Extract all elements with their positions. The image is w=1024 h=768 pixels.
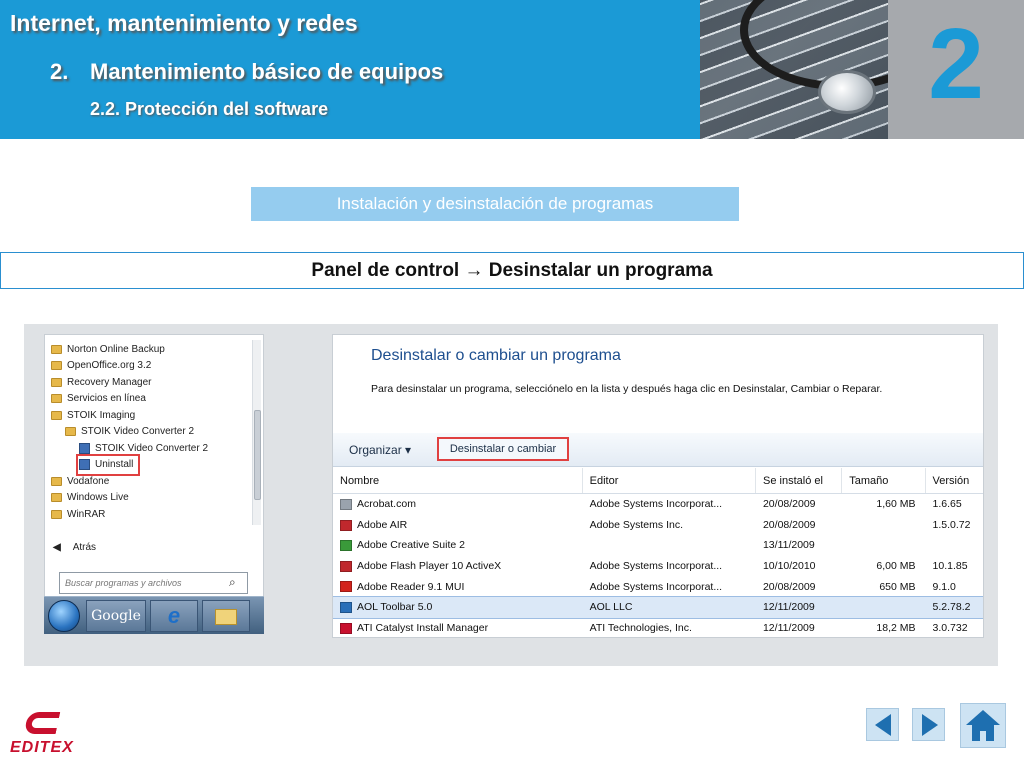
editex-logo — [10, 712, 80, 760]
folder-icon — [51, 510, 62, 519]
cell-editor: Adobe Systems Incorporat... — [589, 498, 723, 511]
column-version[interactable]: Versión — [926, 468, 985, 493]
cell-size: 1,60 MB — [876, 498, 916, 511]
program-name: Adobe Creative Suite 2 — [357, 539, 465, 552]
folder-icon — [51, 493, 62, 502]
start-menu-item[interactable] — [79, 457, 137, 473]
cell-version: 1.6.65 — [932, 498, 962, 511]
cell-name — [333, 539, 583, 551]
start-menu-item-label: STOIK Imaging — [67, 409, 136, 421]
cell-date: 12/11/2009 — [762, 601, 815, 614]
control-panel-path: Panel de control → Desinstalar un programa — [0, 252, 1024, 289]
previous-slide-button[interactable] — [866, 708, 899, 741]
cell-version: 5.2.78.2 — [932, 601, 971, 614]
start-menu-item-label: Windows Live — [67, 492, 129, 503]
start-menu-item-label: Uninstall — [95, 459, 134, 470]
programs-toolbar — [333, 433, 984, 467]
cell-name — [333, 601, 583, 613]
cell-date: 20/08/2009 — [762, 498, 816, 511]
table-body — [333, 494, 984, 638]
uninstall-icon — [79, 459, 90, 470]
start-menu-item-label: STOIK Video Converter 2 — [81, 426, 195, 437]
start-menu-item[interactable] — [51, 374, 151, 390]
folder-icon — [51, 394, 62, 403]
section-number: 2. — [50, 59, 69, 84]
program-icon — [340, 499, 352, 510]
start-menu-item-label: Norton Online Backup — [67, 343, 165, 355]
arrow-left-icon — [875, 714, 891, 736]
back-label: Atrás — [72, 542, 97, 553]
table-row[interactable] — [333, 515, 984, 536]
cell-version: 3.0.732 — [932, 621, 968, 634]
screenshot-area — [24, 324, 998, 666]
cell-size: 650 MB — [879, 580, 916, 593]
start-menu-item[interactable] — [51, 407, 135, 423]
programs-panel — [332, 334, 984, 638]
table-row[interactable] — [333, 576, 984, 597]
programs-panel-description: Para desinstalar un programa, selecciónelo en la lista y después haga clic en Desinstalar, Cambiar o Reparar. — [371, 383, 883, 395]
taskbar — [44, 596, 264, 634]
program-icon — [340, 561, 352, 572]
program-icon — [340, 623, 352, 634]
program-icon — [340, 602, 352, 613]
search-icon[interactable]: ⌕ — [229, 575, 236, 589]
cell-editor: Adobe Systems Inc. — [589, 518, 683, 531]
cell-date: 20/08/2009 — [762, 580, 816, 593]
start-menu — [44, 334, 264, 634]
start-menu-item[interactable] — [51, 490, 129, 506]
programs-panel-title: Desinstalar o cambiar un programa — [371, 347, 621, 364]
start-menu-item-label: Vodafone — [67, 475, 110, 487]
table-row[interactable] — [333, 597, 984, 618]
windows-start-orb-icon[interactable] — [48, 600, 80, 632]
program-icon — [340, 520, 352, 531]
folder-icon — [51, 411, 62, 420]
start-menu-item-label: Recovery Manager — [67, 376, 152, 388]
section-title — [50, 59, 443, 85]
stethoscope-bell — [818, 70, 876, 114]
table-row[interactable] — [333, 535, 984, 556]
start-search-input[interactable]: Buscar programas y archivos — [59, 572, 248, 594]
cell-date: 12/11/2009 — [762, 621, 815, 634]
column-size[interactable]: Tamaño — [842, 468, 925, 493]
start-menu-item[interactable] — [51, 473, 109, 489]
folder-icon — [51, 378, 62, 387]
cell-name — [333, 622, 583, 634]
start-menu-item-label: Servicios en línea — [67, 393, 146, 404]
folder-icon — [65, 427, 76, 436]
subsection-title: 2.2. Protección del software — [90, 99, 329, 119]
cell-version: 1.5.0.72 — [932, 518, 971, 531]
table-row[interactable] — [333, 618, 984, 638]
stethoscope-keyboard-image — [700, 0, 888, 139]
explorer-folder-icon[interactable] — [202, 600, 250, 632]
back-link[interactable] — [53, 542, 96, 553]
table-row[interactable] — [333, 494, 984, 515]
program-name: Adobe Flash Player 10 ActiveX — [357, 560, 502, 573]
start-menu-item-label: OpenOffice.org 3.2 — [67, 360, 152, 371]
program-name: Adobe Reader 9.1 MUI — [357, 580, 465, 593]
cell-date: 13/11/2009 — [762, 539, 815, 552]
start-menu-item[interactable] — [51, 391, 146, 407]
folder-icon — [51, 345, 62, 354]
program-name: Acrobat.com — [357, 498, 416, 511]
course-title: Internet, mantenimiento y redes — [10, 10, 358, 36]
cell-version: 10.1.85 — [932, 560, 968, 573]
program-icon — [340, 581, 352, 592]
cell-name — [333, 581, 583, 593]
chapter-number: 2 — [928, 8, 984, 120]
uninstall-change-button[interactable]: Desinstalar o cambiar — [437, 437, 569, 461]
cell-date: 10/10/2010 — [762, 560, 816, 573]
start-menu-item[interactable] — [51, 358, 151, 374]
organize-button[interactable]: Organizar ▾ — [349, 443, 412, 457]
program-icon — [340, 540, 352, 551]
column-installed[interactable]: Se instaló el — [756, 468, 842, 493]
cell-editor: ATI Technologies, Inc. — [589, 621, 692, 634]
editex-logo-text: EDITEX — [10, 739, 74, 756]
cell-editor: Adobe Systems Incorporat... — [589, 580, 723, 593]
chapter-number-box — [888, 0, 1024, 139]
start-menu-item[interactable] — [51, 506, 105, 522]
start-menu-item-label: WinRAR — [67, 508, 106, 520]
start-menu-item[interactable] — [79, 440, 208, 456]
cell-editor: Adobe Systems Incorporat... — [589, 560, 723, 573]
editex-logo-mark — [24, 712, 61, 734]
programs-table — [333, 468, 984, 638]
slide-subtitle: Instalación y desinstalación de programas — [251, 187, 739, 221]
app-icon — [79, 443, 90, 454]
internet-explorer-icon[interactable]: e — [150, 600, 198, 632]
cell-name — [333, 498, 583, 510]
table-row[interactable] — [333, 556, 984, 577]
cell-date: 20/08/2009 — [762, 518, 816, 531]
start-menu-item[interactable] — [51, 341, 165, 357]
column-editor[interactable]: Editor — [583, 468, 756, 493]
home-button[interactable] — [960, 703, 1006, 748]
cell-version: 9.1.0 — [932, 580, 956, 593]
cell-name — [333, 519, 583, 531]
start-menu-item[interactable] — [65, 424, 194, 440]
taskbar-google-button[interactable]: Google — [86, 600, 146, 632]
program-name: AOL Toolbar 5.0 — [357, 601, 433, 614]
next-slide-button[interactable] — [912, 708, 945, 741]
cell-size: 18,2 MB — [876, 621, 916, 634]
cell-name — [333, 560, 583, 572]
back-arrow-icon: ◀ — [53, 542, 61, 553]
folder-icon — [51, 361, 62, 370]
arrow-right-icon — [922, 714, 938, 736]
column-name[interactable]: Nombre — [333, 468, 583, 493]
cell-size: 6,00 MB — [876, 560, 916, 573]
program-name: ATI Catalyst Install Manager — [357, 621, 489, 634]
scrollbar-thumb[interactable] — [254, 410, 261, 500]
program-name: Adobe AIR — [357, 518, 408, 531]
start-menu-item-label: STOIK Video Converter 2 — [95, 442, 209, 454]
start-menu-scrollbar[interactable] — [252, 340, 261, 525]
folder-icon — [51, 477, 62, 486]
cell-editor: AOL LLC — [589, 601, 633, 614]
home-icon — [966, 710, 1000, 725]
section-label: Mantenimiento básico de equipos — [90, 59, 444, 84]
table-header — [333, 468, 984, 494]
